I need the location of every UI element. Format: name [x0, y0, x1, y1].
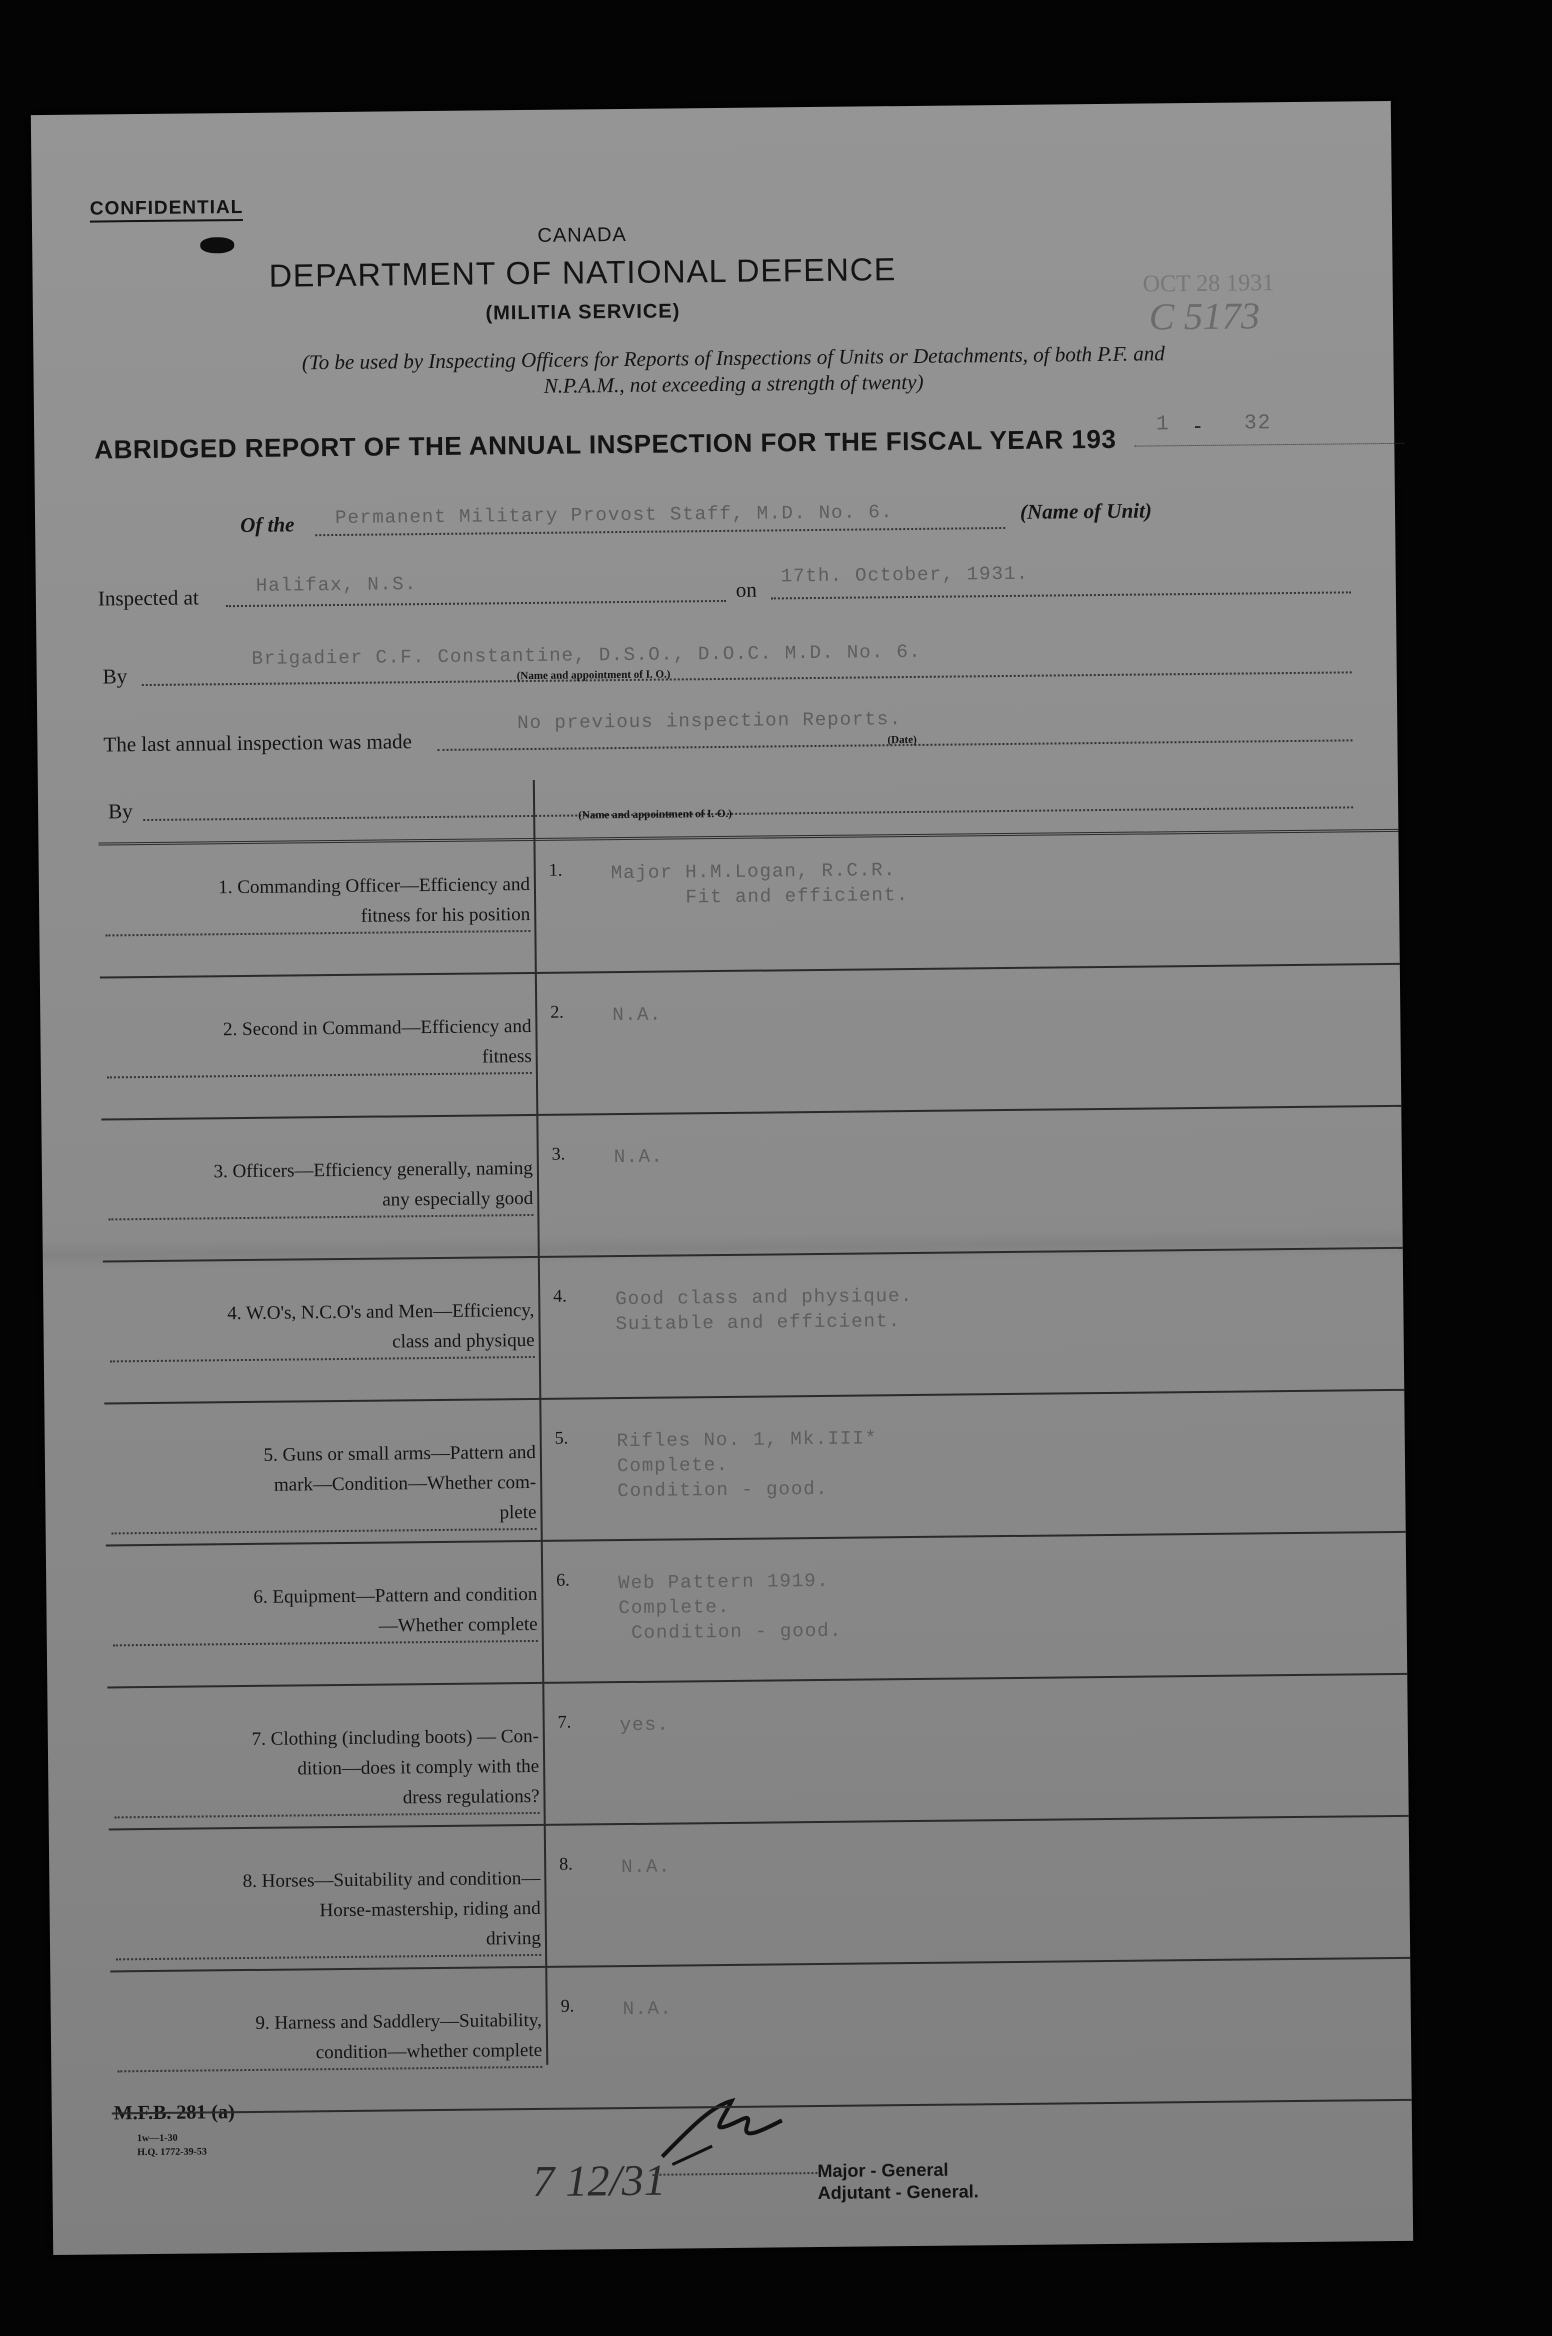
item-question	[111, 1438, 537, 1534]
on-label: on	[735, 577, 757, 602]
item-question-line: plete	[111, 1498, 536, 1534]
item-row-rule	[104, 1389, 1404, 1405]
file-number-stamp: C 5173	[1148, 295, 1261, 339]
item-question	[105, 870, 531, 936]
item-question-line: condition—whether complete	[117, 2036, 542, 2072]
previous-by-label: By	[108, 799, 133, 824]
item-question-line: Horse-mastership, riding and	[319, 1897, 541, 1922]
inspected-at-line	[226, 600, 726, 607]
item-answer: N.A.	[613, 1145, 664, 1169]
unit-suffix-label: (Name of Unit)	[1019, 498, 1152, 524]
item-row-rule	[106, 1531, 1406, 1547]
item-answer: N.A.	[621, 1855, 671, 1879]
inspected-at-value: Halifax, N.S.	[255, 573, 418, 597]
previous-by-line	[143, 806, 1353, 821]
by-caption: (Name and appointment of I. O.)	[516, 668, 671, 683]
item-answer: yes.	[619, 1713, 670, 1737]
usage-instructions	[83, 338, 1383, 404]
handwritten-fraction: 7 12/31	[532, 2155, 666, 2207]
department-heading: DEPARTMENT OF NATIONAL DEFENCE	[268, 251, 897, 294]
fiscal-year-line	[1134, 443, 1404, 447]
received-date-stamp: OCT 28 1931	[1142, 270, 1275, 298]
item-answer: Rifles No. 1, Mk.III* Complete. Condition - good.	[616, 1427, 878, 1503]
item-question	[109, 1296, 535, 1362]
item-question	[114, 1722, 540, 1818]
item-number: 2.	[550, 1001, 564, 1022]
inspection-form	[31, 101, 1413, 2255]
last-inspection-label: The last annual inspection was made	[103, 729, 413, 757]
country-heading: CANADA	[537, 223, 627, 247]
fiscal-year-digit: 1	[1156, 413, 1170, 437]
inspection-items	[31, 101, 1391, 115]
inspection-date-value: 17th. October, 1931.	[780, 562, 1029, 588]
item-question-line: —Whether complete	[113, 1610, 538, 1646]
paper-fold	[43, 1226, 1403, 1270]
item-row-rule	[100, 963, 1400, 979]
item-question-line: 4. W.O's, N.C.O's and Men—Efficiency,	[227, 1299, 535, 1325]
item-number: 6.	[556, 1569, 570, 1590]
item-question-line: 3. Officers—Efficiency generally, naming	[213, 1157, 533, 1183]
item-question-line: 6. Equipment—Pattern and condition	[253, 1583, 538, 1608]
item-question-line: 7. Clothing (including boots) — Con-	[251, 1725, 539, 1750]
item-question	[117, 2006, 543, 2072]
inspected-at-label: Inspected at	[97, 585, 199, 611]
item-number: 5.	[554, 1427, 569, 1448]
item-answer: Web Pattern 1919. Complete. Condition - good.	[618, 1569, 843, 1645]
service-subheading: (MILITIA SERVICE)	[485, 300, 681, 325]
item-question-line: mark—Condition—Whether com-	[273, 1471, 537, 1496]
fiscal-year-end: 32	[1244, 412, 1272, 436]
item-number: 7.	[557, 1711, 572, 1732]
item-row-rule	[110, 1957, 1410, 1973]
item-question-line: 2. Second in Command—Efficiency and	[222, 1015, 532, 1041]
inspecting-officer-value: Brigadier C.F. Constantine, D.S.O., D.O.C. M.D. No. 6.	[251, 640, 922, 670]
adjutant-general-label: Adjutant - General.	[817, 2181, 979, 2204]
last-inspection-value: No previous inspection Reports.	[517, 708, 902, 735]
item-question	[108, 1154, 534, 1220]
print-code-line: 1w—1-30	[136, 2132, 178, 2145]
instructions-line: (To be used by Inspecting Officers for Reports of Inspections of Units or Detachments, of both P.F. and	[301, 341, 1165, 375]
instructions-line: N.P.A.M., not exceeding a strength of twenty)	[543, 369, 924, 398]
unit-name-value: Permanent Military Provost Staff, M.D. No. 6.	[334, 501, 894, 530]
table-top-rule	[98, 829, 1398, 846]
item-answer: Good class and physique. Suitable and efficient.	[615, 1285, 914, 1336]
item-question-line: dress regulations?	[114, 1782, 539, 1818]
item-row-rule	[107, 1673, 1407, 1689]
item-question-line: driving	[116, 1924, 541, 1960]
item-number: 3.	[551, 1143, 566, 1164]
item-number: 9.	[560, 1995, 575, 2016]
item-question-line: class and physique	[110, 1326, 535, 1362]
item-answer: N.A.	[612, 1003, 663, 1027]
on-line	[771, 591, 1351, 599]
item-number: 4.	[553, 1285, 567, 1306]
by-label: By	[102, 664, 128, 689]
signatory-title	[817, 2158, 978, 2204]
unit-line	[315, 527, 1005, 536]
item-row-rule	[101, 1105, 1401, 1121]
confidential-label: CONFIDENTIAL	[90, 197, 244, 223]
previous-by-caption: (Name and appointment of I. O.)	[578, 807, 732, 822]
item-question-line: dition—does it comply with the	[297, 1755, 540, 1780]
report-title: ABRIDGED REPORT OF THE ANNUAL INSPECTION FOR THE FISCAL YEAR 193	[94, 423, 1117, 465]
unit-prefix-label: Of the	[240, 512, 295, 538]
item-question-line: 9. Harness and Saddlery—Suitability,	[255, 2009, 542, 2034]
item-question-line: 5. Guns or small arms—Pattern and	[263, 1441, 536, 1466]
fiscal-year-dash: -	[1194, 412, 1202, 438]
date-caption: (Date)	[887, 733, 917, 747]
form-number: M.F.B. 281 (a)	[113, 2101, 235, 2125]
item-question-line: 1. Commanding Officer—Efficiency and	[218, 873, 531, 899]
item-question	[106, 1012, 532, 1078]
item-number: 8.	[559, 1853, 573, 1874]
signature-mark	[652, 2085, 813, 2177]
item-question	[115, 1864, 541, 1960]
item-answer: N.A.	[622, 1997, 673, 2021]
item-question	[112, 1580, 538, 1646]
item-question-line: fitness for his position	[105, 900, 530, 936]
print-code-line: H.Q. 1772-39-53	[137, 2146, 207, 2159]
item-question-line: any especially good	[108, 1184, 533, 1220]
item-question-line: fitness	[107, 1042, 532, 1078]
item-row-rule	[109, 1815, 1409, 1831]
item-number: 1.	[548, 859, 563, 880]
item-answer: Major H.M.Logan, R.C.R. Fit and efficient.	[610, 859, 909, 910]
by-line	[142, 668, 1352, 686]
item-question-line: 8. Horses—Suitability and condition—	[242, 1867, 541, 1893]
major-general-label: Major - General	[817, 2159, 949, 2182]
print-codes	[137, 2131, 207, 2160]
